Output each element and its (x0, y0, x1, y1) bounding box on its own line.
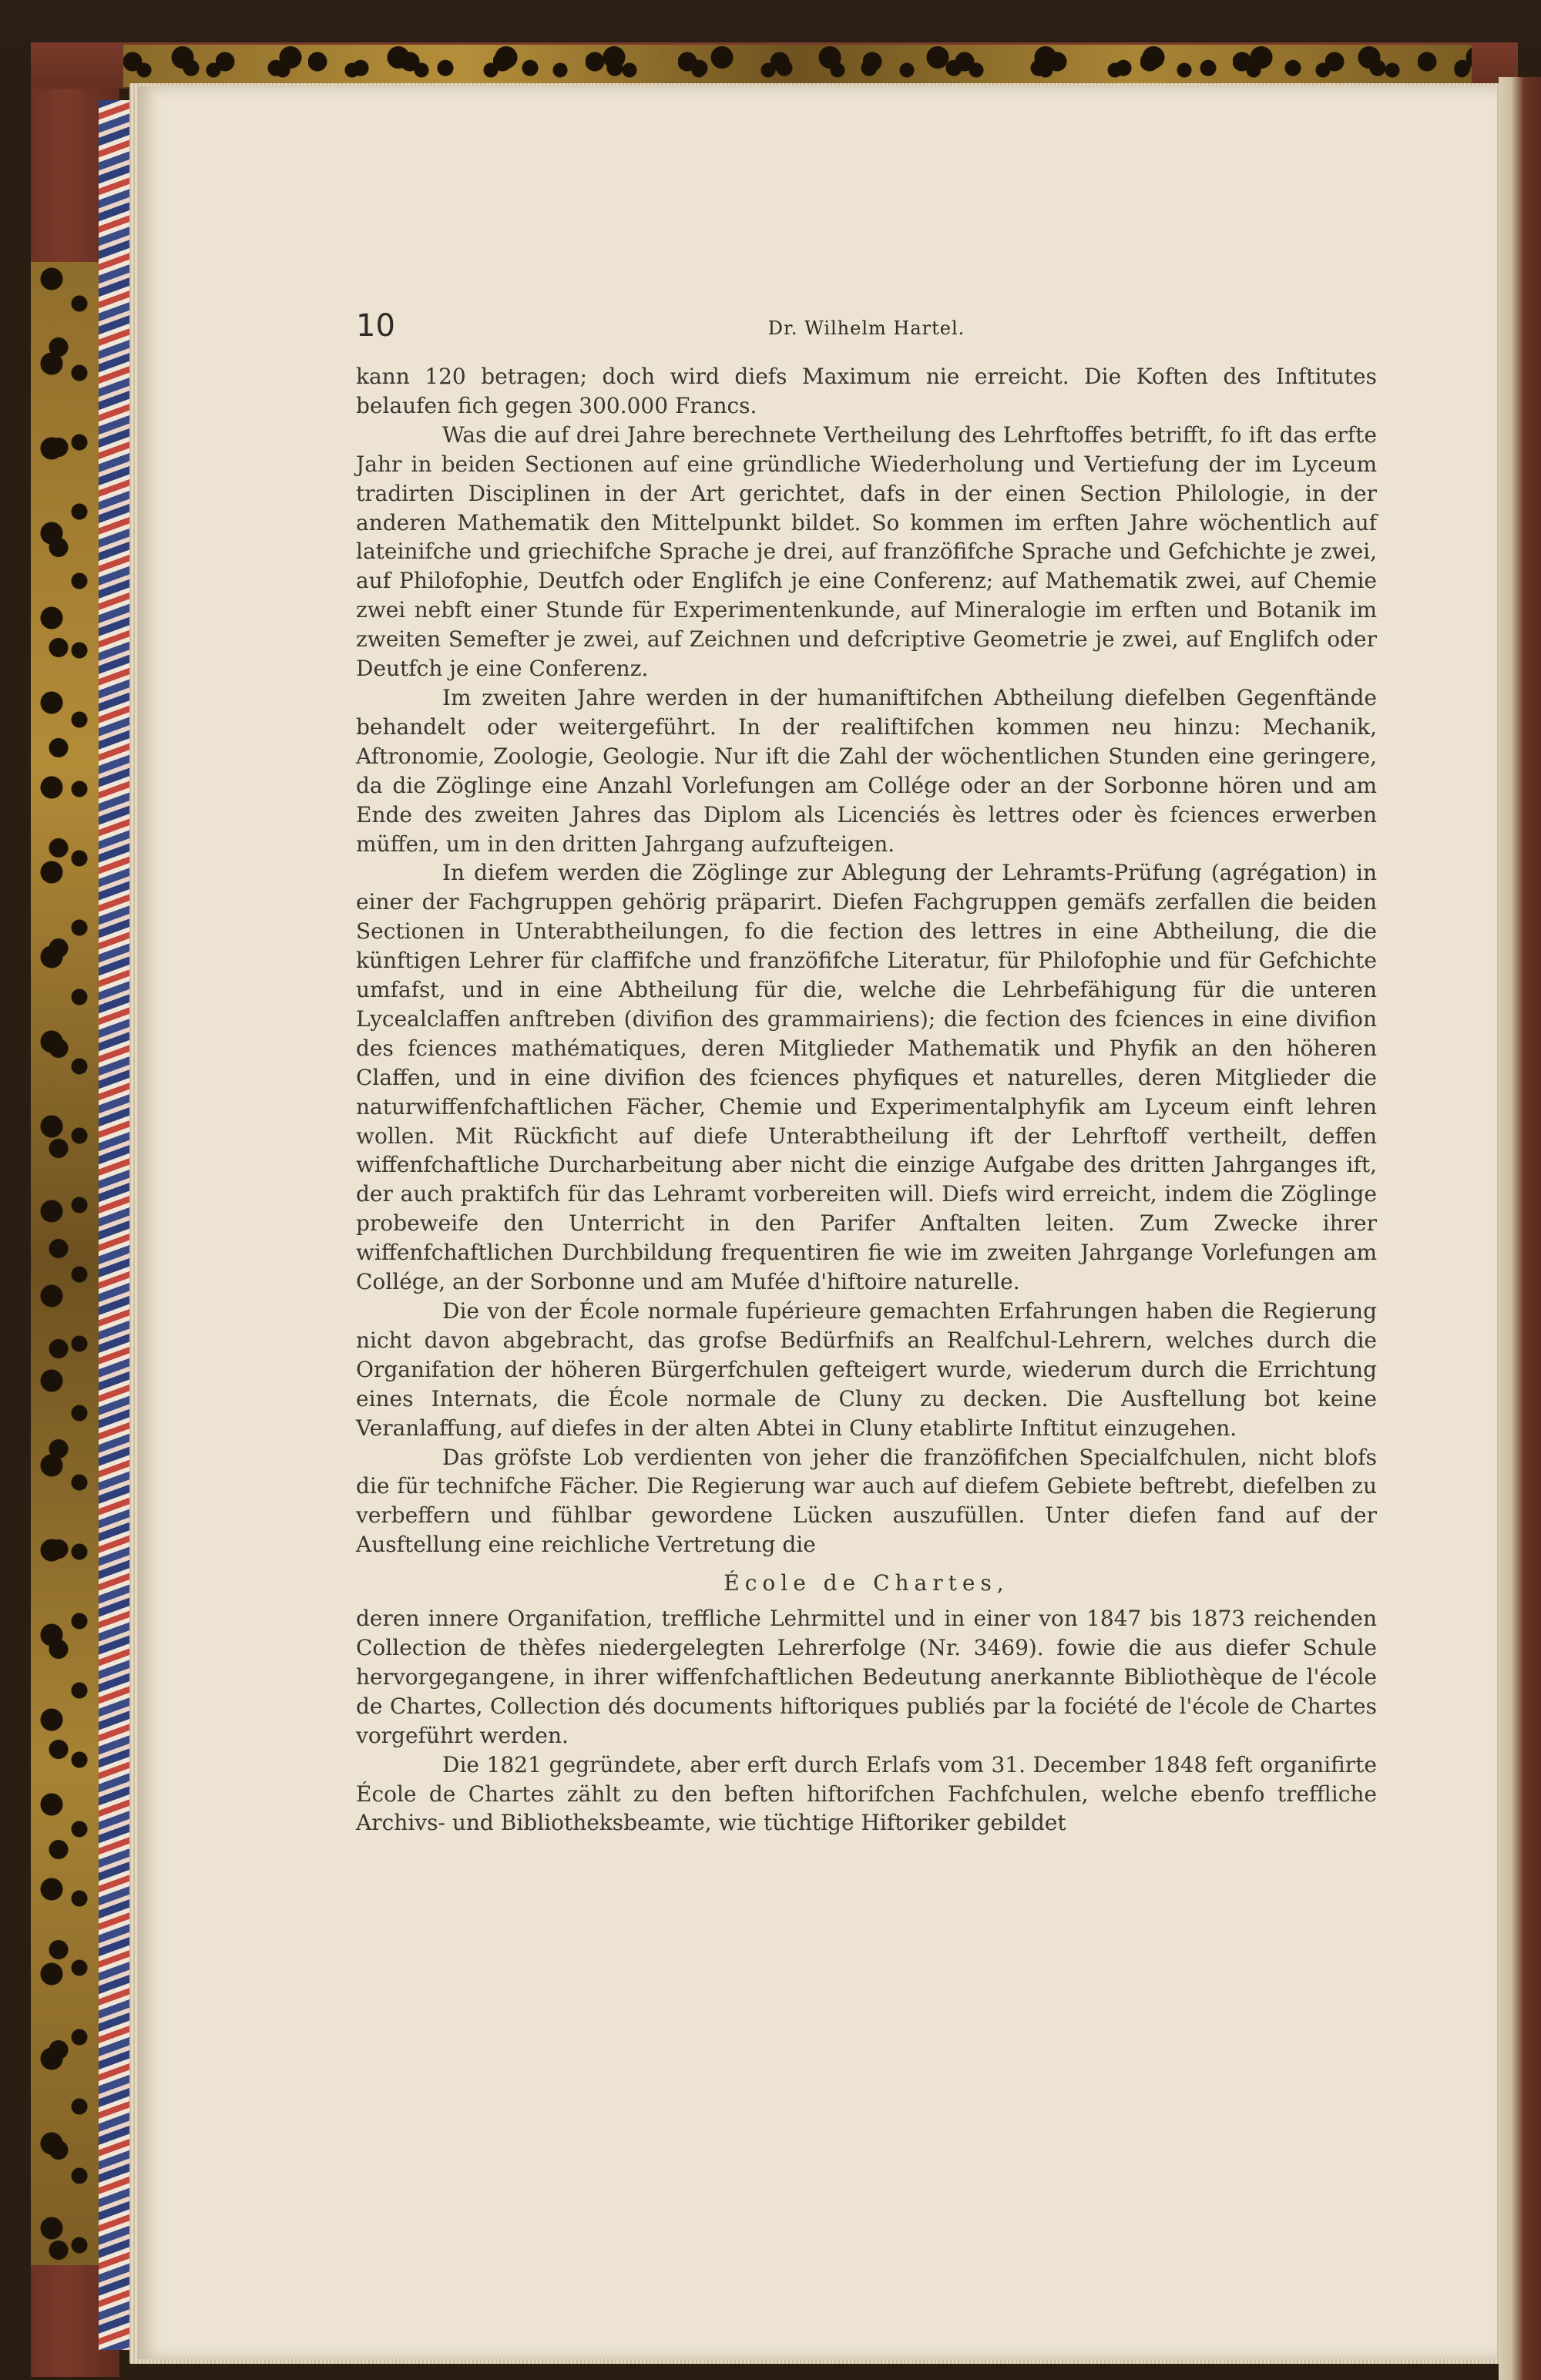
paragraph: Die 1821 gegründete, aber erft durch Erlafs vom 31. December 1848 feft organifirte École de Chartes zählt zu den beften hiftorifchen Fachfchulen, welche ebenfo treffliche Archivs- und Bibliotheksbeamte, wie tüchtige Hiftoriker gebildet (356, 1751, 1377, 1836)
section-heading: École de Chartes, (723, 1570, 1009, 1596)
paragraph: Im zweiten Jahre werden in der humaniftifchen Abtheilung diefelben Gegenftände behandelt oder weitergeführt. In der realiftifchen kommen neu hinzu: Mechanik, Aftronomie, Zoologie, Geologie. Nur ift die Zahl der wöchentlichen Stunden eine geringere, da die Zöglinge eine Anzahl Vorlefungen am Collége oder an der Sorbonne hören und am Ende des zweiten Jahres das Diplom als Licenciés ès lettres oder ès fciences erwerben müffen, um in den dritten Jahrgang aufzufteigen. (356, 684, 1377, 857)
page-content (356, 308, 1377, 1838)
page-header (356, 308, 1377, 362)
page-number: 10 (356, 308, 395, 344)
paragraph: kann 120 betragen; doch wird diefs Maximum nie erreicht. Die Koften des Inftitutes belaufen fich gegen 300.000 Francs. (356, 364, 1377, 418)
paragraph: deren innere Organifation, treffliche Lehrmittel und in einer von 1847 bis 1873 reichenden Collection de thèfes niedergelegten Lehrerfolge (Nr. 3469). fowie die aus diefer Schule hervorgegangene, in ihrer wiffenfchaftlichen Bedeutung anerkannte Bibliothèque de l'école de Chartes, Collection dés documents hiftoriques publiés par la fociété de l'école de Chartes vorgeführt werden. (356, 1606, 1377, 1748)
body-text (356, 362, 1377, 1838)
paragraph: In diefem werden die Zöglinge zur Ablegung der Lehramts-Prüfung (agrégation) in einer der Fachgruppen gehörig präparirt. Diefen Fachgruppen gemäfs zerfallen die beiden Sectionen in Unterabtheilungen, fo die fection des lettres in eine Abtheilung, die die künftigen Lehrer für claffifche und franzöfifche Literatur, für Philofophie und für Gefchichte umfafst, und in eine Abtheilung für die, welche die Lehrbefähigung für die unteren Lycealclaffen anftreben (divifion des grammairiens); die fection des fciences in eine divifion des fciences mathématiques, deren Mitglieder Mathematik und Phyfik an den höheren Claffen, und in eine divifion des fciences phyfiques et naturelles, deren Mitglieder die naturwiffenfchaftlichen Fächer, Chemie und Experimentalphyfik am Lyceum einft lehren wollen. Mit Rückficht auf diefe Unterabtheilung ift der Lehrftoff vertheilt, deffen wiffenfchaftliche Durcharbeitung aber nicht die einzige Aufgabe des dritten Jahrganges ift, der auch praktifch für das Lehramt vorbereiten will. Diefs wird erreicht, indem die Zöglinge probeweife den Unterricht in den Parifer Anftalten leiten. Zum Zwecke ihrer wiffenfchaftlichen Durchbildung frequentiren fie wie im zweiten Jahrgange Vorlefungen am Collége, an der Sorbonne und am Mufée d'hiftoire naturelle. (356, 860, 1377, 1295)
top-band (0, 0, 1541, 46)
marbled-board-top (123, 45, 1472, 87)
paragraph: Was die auf drei Jahre berechnete Vertheilung des Lehrftoffes betrifft, fo ift das erfte Jahr in beiden Sectionen auf eine gründliche Wiederholung und Vertiefung der im Lyceum tradirten Disciplinen in der Art gerichtet, dafs in der einen Section Philologie, in der anderen Mathematik den Mittelpunkt bildet. So kommen im erften Jahre wöchentlich auf lateinifche und griechifche Sprache je drei, auf franzöfifche Sprache und Gefchichte je zwei, auf Philofophie, Deutfch oder Englifch je eine Conferenz; auf Mathematik zwei, auf Chemie zwei nebft einer Stunde für Experimentenkunde, auf Mineralogie im erften und Botanik im zweiten Semefter je zwei, auf Zeichnen und defcriptive Geometrie je zwei, auf Englifch oder Deutfch je eine Conferenz. (356, 421, 1377, 682)
running-head: Dr. Wilhelm Hartel. (767, 317, 965, 339)
adjacent-volume (1499, 77, 1541, 2380)
marbled-board-left (31, 262, 100, 2265)
paragraph: Das gröfste Lob verdienten von jeher die franzöfifchen Specialfchulen, nicht blofs die für technifche Fächer. Die Regierung war auch auf diefem Gebiete beftrebt, diefelben zu verbeffern und fühlbar gewordene Lücken auszufüllen. Unter diefen fand auf der Ausftellung eine reichliche Vertretung die (356, 1444, 1377, 1558)
paragraph: Die von der École normale fupérieure gemachten Erfahrungen haben die Regierung nicht davon abgebracht, das grofse Bedürfnifs an Realfchul-Lehrern, welches durch die Organifation der höheren Bürgerfchulen gefteigert wurde, wiederum durch die Errichtung eines Internats, die École normale de Cluny zu decken. Die Ausftellung bot keine Veranlaffung, auf diefes in der alten Abtei in Cluny etablirte Inftitut einzugehen. (356, 1298, 1377, 1441)
